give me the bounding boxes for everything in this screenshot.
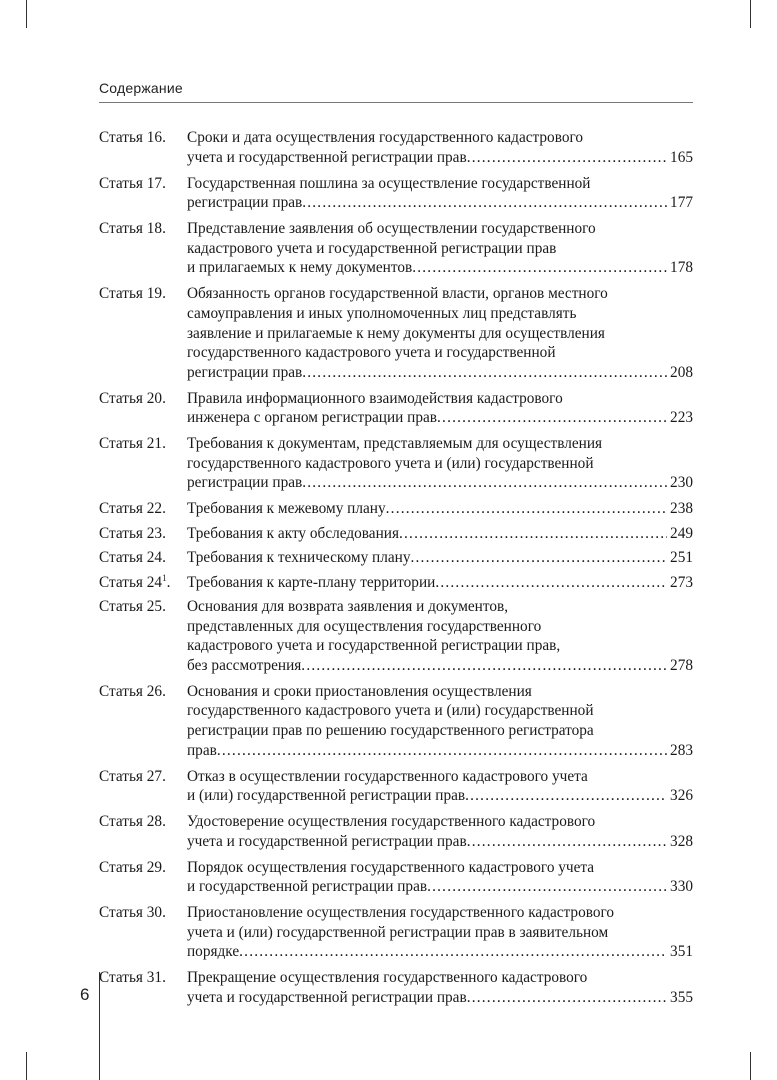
toc-entry[interactable] [99, 174, 693, 213]
toc-article-number: Статья $24^1$. [99, 572, 171, 591]
dot-leader [465, 786, 667, 806]
toc-article-number: Статья 22. [99, 500, 166, 518]
dot-leader [437, 408, 667, 428]
dot-leader [467, 148, 667, 168]
toc-page-number: 208 [670, 363, 693, 381]
running-header-title: Содержание [99, 80, 183, 96]
toc-entry[interactable] [99, 968, 693, 1007]
toc-entry[interactable] [99, 858, 693, 897]
toc-page-number: 283 [670, 741, 693, 759]
toc-page-number: 165 [670, 148, 693, 166]
toc-page-number: 273 [670, 573, 693, 591]
toc-entry[interactable] [99, 548, 693, 568]
toc-title-line: самоуправления и иных уполномоченных лиц представлять [187, 304, 577, 322]
toc-entry[interactable] [99, 682, 693, 760]
toc-title-line: и (или) государственной регистрации прав [187, 787, 466, 805]
toc-title-line: учета и (или) государственной регистрации прав в заявительном [187, 923, 609, 941]
toc-title-line: Основания для возврата заявления и документов, [187, 598, 509, 615]
toc-page-number: 330 [670, 878, 693, 896]
toc-article-number: Статья 28. [99, 813, 166, 831]
toc-title-line: Обязанность органов государственной власти, органов местного [187, 285, 608, 303]
toc-entry-title [187, 968, 693, 1007]
toc-page-number: 251 [670, 549, 693, 567]
toc-article-number: Статья 26. [99, 682, 166, 700]
toc-entry[interactable] [99, 284, 693, 382]
toc-page-number: 328 [670, 832, 693, 850]
toc-entry-title [187, 812, 693, 851]
dot-leader [435, 573, 667, 593]
toc-title-line: государственного кадастрового учета и государственной [187, 344, 556, 362]
toc-entry[interactable] [99, 389, 693, 428]
toc-title-line: Требования к акту обследования [187, 524, 399, 542]
toc-page-number: 351 [670, 943, 693, 961]
table-of-contents [99, 128, 693, 1014]
toc-title-line: без рассмотрения [187, 656, 302, 674]
toc-title-line: Государственная пошлина за осуществление государственной [187, 174, 591, 192]
toc-entry-title [187, 903, 693, 962]
toc-page-number: 223 [670, 409, 693, 427]
toc-article-number: Статья 19. [99, 285, 166, 303]
dot-leader [302, 193, 667, 213]
dot-leader [217, 741, 667, 761]
toc-entry-title [187, 767, 693, 806]
toc-title-line: и прилагаемых к нему документов [187, 259, 413, 277]
toc-entry[interactable] [99, 499, 693, 519]
dot-leader [386, 499, 667, 519]
toc-title-line: Требования к межевому плану [187, 500, 386, 518]
toc-article-number: Статья 30. [99, 904, 166, 922]
crop-mark-bottom-right [750, 1052, 751, 1080]
toc-article-number: Статья 18. [99, 220, 166, 238]
dot-leader [467, 832, 667, 852]
crop-mark-top-left [26, 0, 27, 28]
toc-title-line: регистрации прав по решению государственного регистратора [187, 721, 594, 739]
toc-entry-title [187, 284, 693, 382]
toc-title-line: инженера с органом регистрации прав [187, 409, 438, 427]
toc-title-line: регистрации прав [187, 363, 303, 381]
toc-article-number: Статья 23. [99, 524, 166, 542]
toc-title-line: Отказ в осуществлении государственного кадастрового учета [187, 767, 588, 785]
dot-leader [239, 942, 667, 962]
dot-leader [467, 988, 667, 1008]
toc-title-line: Требования к документам, представляемым для осуществления [187, 435, 603, 453]
toc-title-line: Представление заявления об осуществлении государственного [187, 220, 596, 238]
toc-entry[interactable] [99, 573, 693, 593]
toc-entry[interactable] [99, 903, 693, 962]
toc-article-number: Статья 24. [99, 549, 166, 567]
toc-entry-title [187, 524, 693, 544]
toc-article-number: Статья 20. [99, 389, 166, 407]
toc-title-line: Приостановление осуществления государственного кадастрового [187, 904, 615, 922]
toc-title-line: государственного кадастрового учета и (или) государственной [187, 454, 594, 472]
toc-entry-title [187, 499, 693, 519]
toc-title-line: кадастрового учета и государственной регистрации прав [187, 239, 557, 257]
crop-mark-bottom-left [26, 1052, 27, 1080]
toc-entry-title [187, 548, 693, 568]
header-rule [99, 102, 693, 103]
toc-entry-title [187, 597, 693, 675]
toc-title-line: Правила информационного взаимодействия кадастрового [187, 389, 563, 407]
toc-entry[interactable] [99, 597, 693, 675]
toc-title-line: Требования к карте-плану территории [187, 573, 436, 591]
toc-page-number: 326 [670, 787, 693, 805]
toc-entry[interactable] [99, 128, 693, 167]
toc-title-line: кадастрового учета и государственной регистрации прав, [187, 637, 561, 655]
dot-leader [399, 524, 667, 544]
toc-page-number: 177 [670, 194, 693, 212]
dot-leader [427, 877, 667, 897]
dot-leader [301, 656, 667, 676]
toc-title-line: Требования к техническому плану [187, 549, 411, 567]
dot-leader [302, 363, 667, 383]
toc-article-number: Статья 31. [99, 969, 166, 987]
toc-page-number: 178 [670, 259, 693, 277]
toc-title-line: Прекращение осуществления государственного кадастрового [187, 969, 588, 987]
toc-entry-title [187, 434, 693, 493]
toc-entry-title [187, 389, 693, 428]
toc-entry[interactable] [99, 812, 693, 851]
toc-title-line: учета и государственной регистрации прав [187, 989, 467, 1007]
toc-entry-title [187, 858, 693, 897]
toc-article-number: Статья 21. [99, 435, 166, 453]
toc-article-number: Статья 17. [99, 174, 166, 192]
toc-page-number: 230 [670, 474, 693, 492]
toc-entry[interactable] [99, 767, 693, 806]
toc-entry-title [187, 682, 693, 760]
toc-entry-title [187, 128, 693, 167]
toc-page-number: 249 [670, 524, 693, 542]
toc-title-line: учета и государственной регистрации прав [187, 832, 467, 850]
toc-title-line: учета и государственной регистрации прав [187, 148, 467, 166]
dot-leader [302, 473, 667, 493]
toc-title-line: Удостоверение осуществления государственного кадастрового [187, 813, 596, 831]
toc-title-line: Сроки и дата осуществления государственного кадастрового [187, 129, 584, 146]
dot-leader [412, 258, 667, 278]
toc-entry-title [187, 573, 693, 593]
toc-title-line: регистрации прав [187, 474, 303, 492]
page-number: 6 [80, 985, 90, 1004]
toc-title-line: регистрации прав [187, 194, 303, 212]
toc-entry[interactable] [99, 524, 693, 544]
toc-page-number: 355 [670, 989, 693, 1007]
toc-title-line: Основания и сроки приостановления осуществления [187, 682, 532, 700]
toc-article-number: Статья 25. [99, 598, 166, 615]
toc-article-number: Статья 29. [99, 858, 166, 876]
toc-title-line: заявление и прилагаемые к нему документы для осуществления [187, 324, 605, 342]
toc-entry[interactable] [99, 434, 693, 493]
toc-entry-title [187, 174, 693, 213]
toc-entry[interactable] [99, 219, 693, 278]
toc-title-line: Порядок осуществления государственного кадастрового учета [187, 858, 595, 876]
toc-page-number: 278 [670, 656, 693, 674]
toc-title-line: и государственной регистрации прав [187, 878, 428, 896]
toc-article-number: Статья 16. [99, 129, 166, 146]
toc-entry-title [187, 219, 693, 278]
dot-leader [411, 548, 668, 568]
toc-title-line: представленных для осуществления государственного [187, 617, 542, 635]
toc-article-number: Статья 27. [99, 767, 166, 785]
crop-mark-top-right [750, 0, 751, 28]
toc-title-line: государственного кадастрового учета и (или) государственной [187, 702, 594, 720]
toc-page-number: 238 [670, 500, 693, 518]
toc-title-line: порядке [187, 943, 240, 961]
toc-title-line: прав [187, 741, 217, 759]
